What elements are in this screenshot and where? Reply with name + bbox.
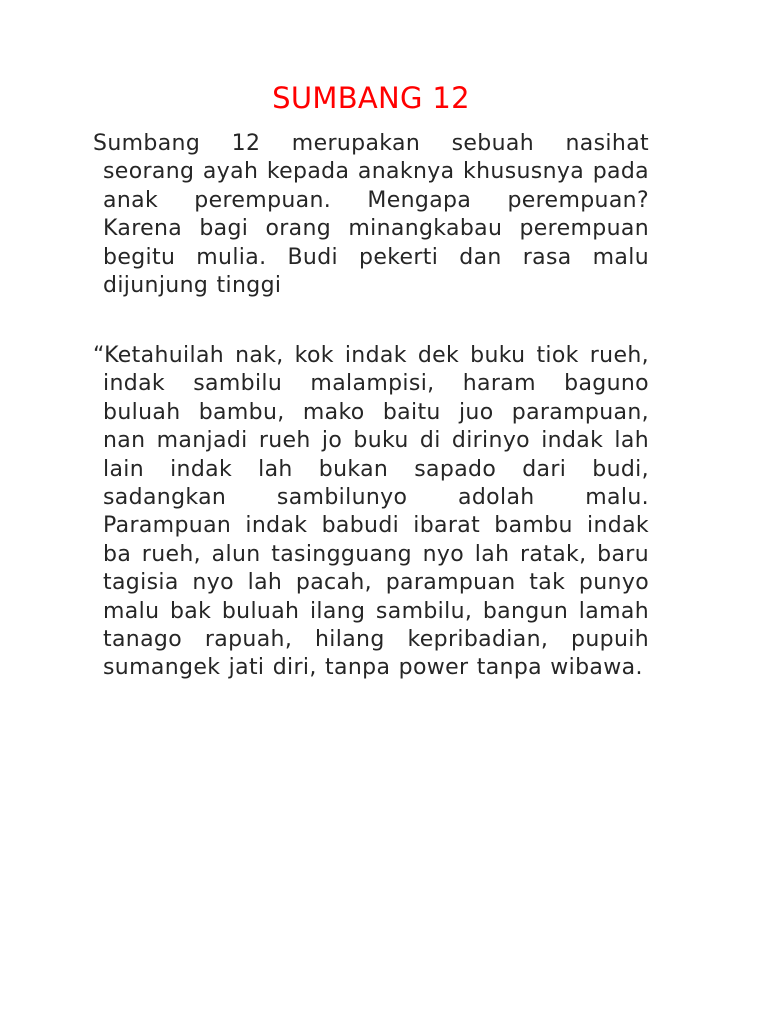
document-title: SUMBANG 12 [272,81,470,115]
paragraph-quote: “Ketahuilah nak, kok indak dek buku tiok rueh, indak sambilu malampisi, haram baguno buluah bambu, mako baitu juo parampuan, nan manjadi rueh jo buku di dirinyo indak lah lain indak lah bukan sapado dari budi, sadangkan sambilunyo adolah malu. Parampuan indak babudi ibarat bambu indak ba rueh, alun tasingguang nyo lah ratak, baru tagisia nyo lah pacah, parampuan tak punyo malu bak buluah ilang sambilu, bangun lamah tanago rapuah, hilang kepribadian, pupuih sumangek jati diri, tanpa power tanpa wibawa. [93,343,649,681]
paragraph-intro: Sumbang 12 merupakan sebuah nasihat seorang ayah kepada anaknya khususnya pada anak perempuan. Mengapa perempuan? Karena bagi orang minangkabau perempuan begitu mulia. Budi pekerti dan rasa malu dijunjung tinggi [93,131,649,299]
